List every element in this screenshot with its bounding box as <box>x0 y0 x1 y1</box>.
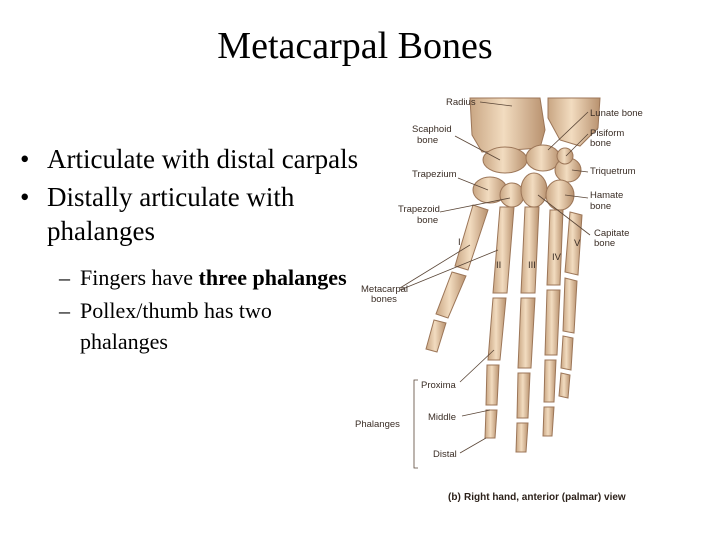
metacarpal-2 <box>493 207 514 293</box>
metacarpal-bones <box>455 205 582 293</box>
trapezoid-bone <box>500 183 524 207</box>
label-roman-3: III <box>528 260 536 271</box>
sub-bullet-item <box>20 262 360 293</box>
slide-title: Metacarpal Bones <box>217 25 493 67</box>
metacarpal-3 <box>521 207 539 293</box>
metacarpal-4 <box>547 210 563 285</box>
figure-caption-part: (b) <box>448 492 461 503</box>
bullet-list <box>20 142 360 357</box>
label-metacarpal: Metacarpal <box>361 284 408 295</box>
label-trapezoid: Trapezoid <box>398 204 440 215</box>
label-hamate-bone: bone <box>590 201 612 212</box>
bullet-marker: • <box>20 182 30 212</box>
scaphoid-bone <box>483 147 527 173</box>
sub-bullet-bold-text: three phalanges <box>198 265 347 290</box>
capitate-bone <box>521 173 547 207</box>
label-scaphoid: Scaphoid <box>412 124 452 135</box>
sub-bullet-text: Fingers have <box>80 265 199 290</box>
sub-bullet-text: Pollex/thumb has two phalanges <box>80 298 272 354</box>
label-roman-2: II <box>496 260 502 271</box>
label-middle: Middle <box>428 412 456 423</box>
label-hamate: Hamate <box>590 190 624 201</box>
bullet-item <box>20 180 360 248</box>
label-distal: Distal <box>433 449 457 460</box>
label-radius: Radius <box>446 97 476 108</box>
label-scaphoid-bone: bone <box>417 135 439 146</box>
label-pisiform-bone: bone <box>590 138 612 149</box>
figure-caption: Right hand, anterior (palmar) view <box>464 492 626 503</box>
pisiform-bone <box>557 148 573 164</box>
label-metacarpal-bones: bones <box>371 294 397 305</box>
bullet-marker: • <box>20 144 30 174</box>
label-capitate: Capitate <box>594 228 630 239</box>
label-capitate-bone: bone <box>594 238 616 249</box>
label-pisiform: Pisiform <box>590 128 625 139</box>
label-trapezoid-bone: bone <box>417 215 439 226</box>
label-proximal: Proxima <box>421 380 456 391</box>
phalanx-bones <box>426 272 577 452</box>
label-roman-1: I <box>458 237 461 248</box>
bullet-text: Distally articulate with phalanges <box>47 182 295 246</box>
label-roman-4: IV <box>552 252 561 263</box>
sub-bullet-marker: – <box>59 265 70 290</box>
carpal-bones <box>473 145 581 210</box>
bullet-text: Articulate with distal carpals <box>47 144 359 174</box>
sub-bullet-item <box>20 295 360 357</box>
hamate-bone <box>546 180 574 210</box>
label-triquetrum: Triquetrum <box>590 166 636 177</box>
label-lunate: Lunate bone <box>590 108 643 119</box>
hand-bones-illustration <box>346 88 720 520</box>
label-roman-5: V <box>574 238 581 249</box>
radius-bone <box>470 98 545 152</box>
bullet-item <box>20 142 360 176</box>
label-phalanges: Phalanges <box>355 419 400 430</box>
label-trapezium: Trapezium <box>412 169 457 180</box>
sub-bullet-marker: – <box>59 298 70 323</box>
